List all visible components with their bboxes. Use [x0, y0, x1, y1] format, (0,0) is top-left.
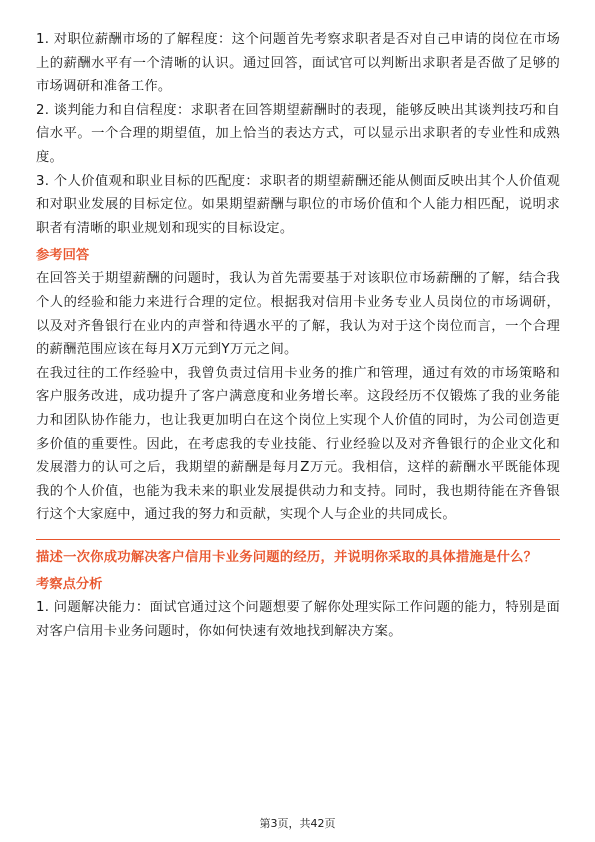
section1-item-2: 2. 谈判能力和自信程度：求职者在回答期望薪酬时的表现，能够反映出其谈判技巧和自信水平。一个合理的期望值，加上恰当的表达方式，可以显示出求职者的专业性和成熟度。	[36, 102, 560, 165]
page-content	[36, 28, 560, 644]
section1-item-3: 3. 个人价值观和职业目标的匹配度：求职者的期望薪酬还能从侧面反映出其个人价值观和对职业发展的目标定位。如果期望薪酬与职位的市场价值和个人能力相匹配，说明求职者有清晰的职业规划和现实的目标设定。	[36, 173, 560, 236]
section1-item-1: 1. 对职位薪酬市场的了解程度：这个问题首先考察求职者是否对自己申请的岗位在市场上的薪酬水平有一个清晰的认识。通过回答，面试官可以判断出求职者是否做了足够的市场调研和准备工作。	[36, 32, 560, 95]
answer-title: 参考回答	[36, 248, 90, 264]
analysis-item-1: 1. 问题解决能力：面试官通过这个问题想要了解你处理实际工作问题的能力，特别是面对客户信用卡业务问题时，你如何快速有效地找到解决方案。	[36, 600, 560, 640]
analysis-title: 考察点分析	[36, 577, 103, 593]
question-heading: 描述一次你成功解决客户信用卡业务问题的经历，并说明你采取的具体措施是什么？	[36, 549, 538, 565]
page-number: 第3页，共42页	[259, 817, 336, 830]
answer-paragraph-2: 在我过往的工作经验中，我曾负责过信用卡业务的推广和管理，通过有效的市场策略和客户服务改进，成功提升了客户满意度和业务增长率。这段经历不仅锻炼了我的业务能力和团队协作能力，也让我更加明白在这个岗位上实现个人价值的同时，为公司创造更多价值的重要性。因此，在考虑我的专业技能、行业经验以及对齐鲁银行的企业文化和发展潜力的认可之后，我期望的薪酬是每月Z万元。我相信，这样的薪酬水平既能体现我的个人价值，也能为我未来的职业发展提供动力和支持。同时，我也期待能在齐鲁银行这个大家庭中，通过我的努力和贡献，实现个人与企业的共同成长。	[36, 365, 560, 523]
section-divider	[36, 539, 560, 540]
answer-paragraph-1: 在回答关于期望薪酬的问题时，我认为首先需要基于对该职位市场薪酬的了解，结合我个人的经验和能力来进行合理的定位。根据我对信用卡业务专业人员岗位的市场调研，以及对齐鲁银行在业内的声誉和待遇水平的了解，我认为对于这个岗位而言，一个合理的薪酬范围应该在每月X万元到Y万元之间。	[36, 271, 560, 358]
